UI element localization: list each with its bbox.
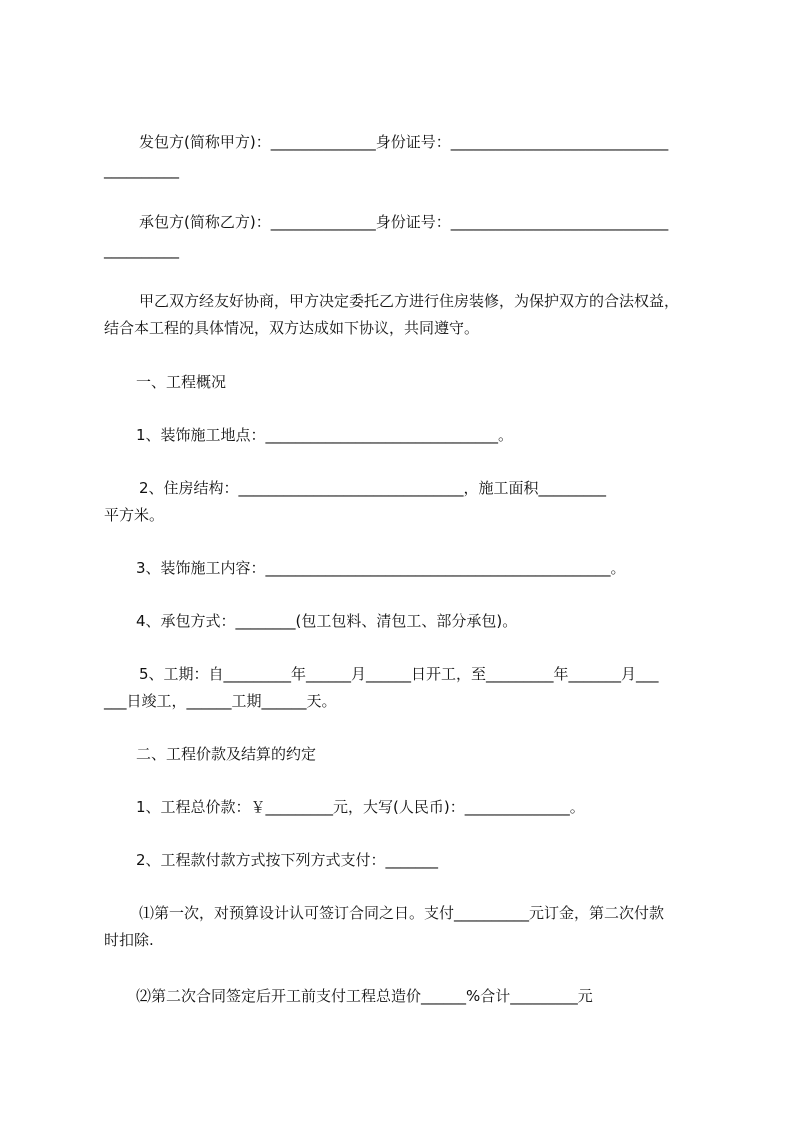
item-total-price: 1、工程总价款：￥_________元，大写(人民币)：______________。 bbox=[136, 798, 585, 816]
section-heading-project-overview: 一、工程概况 bbox=[136, 373, 227, 391]
intro-paragraph-line-2: 结合本工程的具体情况，双方达成如下协议，共同遵守。 bbox=[104, 319, 480, 337]
section-heading-price-settlement: 二、工程价款及结算的约定 bbox=[136, 745, 317, 763]
party-b-line: 承包方(简称乙方)：______________身份证号：_____________________________ bbox=[139, 213, 669, 231]
item-construction-location: 1、装饰施工地点：_______________________________。 bbox=[136, 426, 514, 444]
sub-item-first-payment: ⑴第一次，对预算设计认可签订合同之日。支付__________元订金，第二次付款 bbox=[139, 904, 665, 922]
item-construction-period: 5、工期：自_________年______月______日开工，至_________年_______月___ bbox=[139, 665, 659, 683]
item-house-structure: 2、住房结构：______________________________，施工面积_________ bbox=[139, 479, 607, 497]
party-a-line-continued: __________ bbox=[104, 161, 179, 179]
item-construction-period-continued: ___日竣工，______工期______天。 bbox=[104, 692, 337, 710]
item-payment-method: 2、工程款付款方式按下列方式支付：_______ bbox=[136, 851, 439, 869]
party-a-line: 发包方(简称甲方)：______________身份证号：_____________________________ bbox=[139, 133, 669, 151]
item-construction-content: 3、装饰施工内容：______________________________________________。 bbox=[136, 559, 626, 577]
intro-paragraph-line-1: 甲乙双方经友好协商，甲方决定委托乙方进行住房装修，为保护双方的合法权益， bbox=[139, 292, 680, 310]
item-contract-method: 4、承包方式：________(包工包料、清包工、部分承包)。 bbox=[136, 612, 518, 630]
party-b-line-continued: __________ bbox=[104, 241, 179, 259]
item-house-structure-continued: 平方米。 bbox=[104, 506, 165, 524]
sub-item-first-payment-continued: 时扣除. bbox=[104, 931, 154, 949]
sub-item-second-payment: ⑵第二次合同签定后开工前支付工程总造价______%合计_________元 bbox=[136, 987, 593, 1005]
